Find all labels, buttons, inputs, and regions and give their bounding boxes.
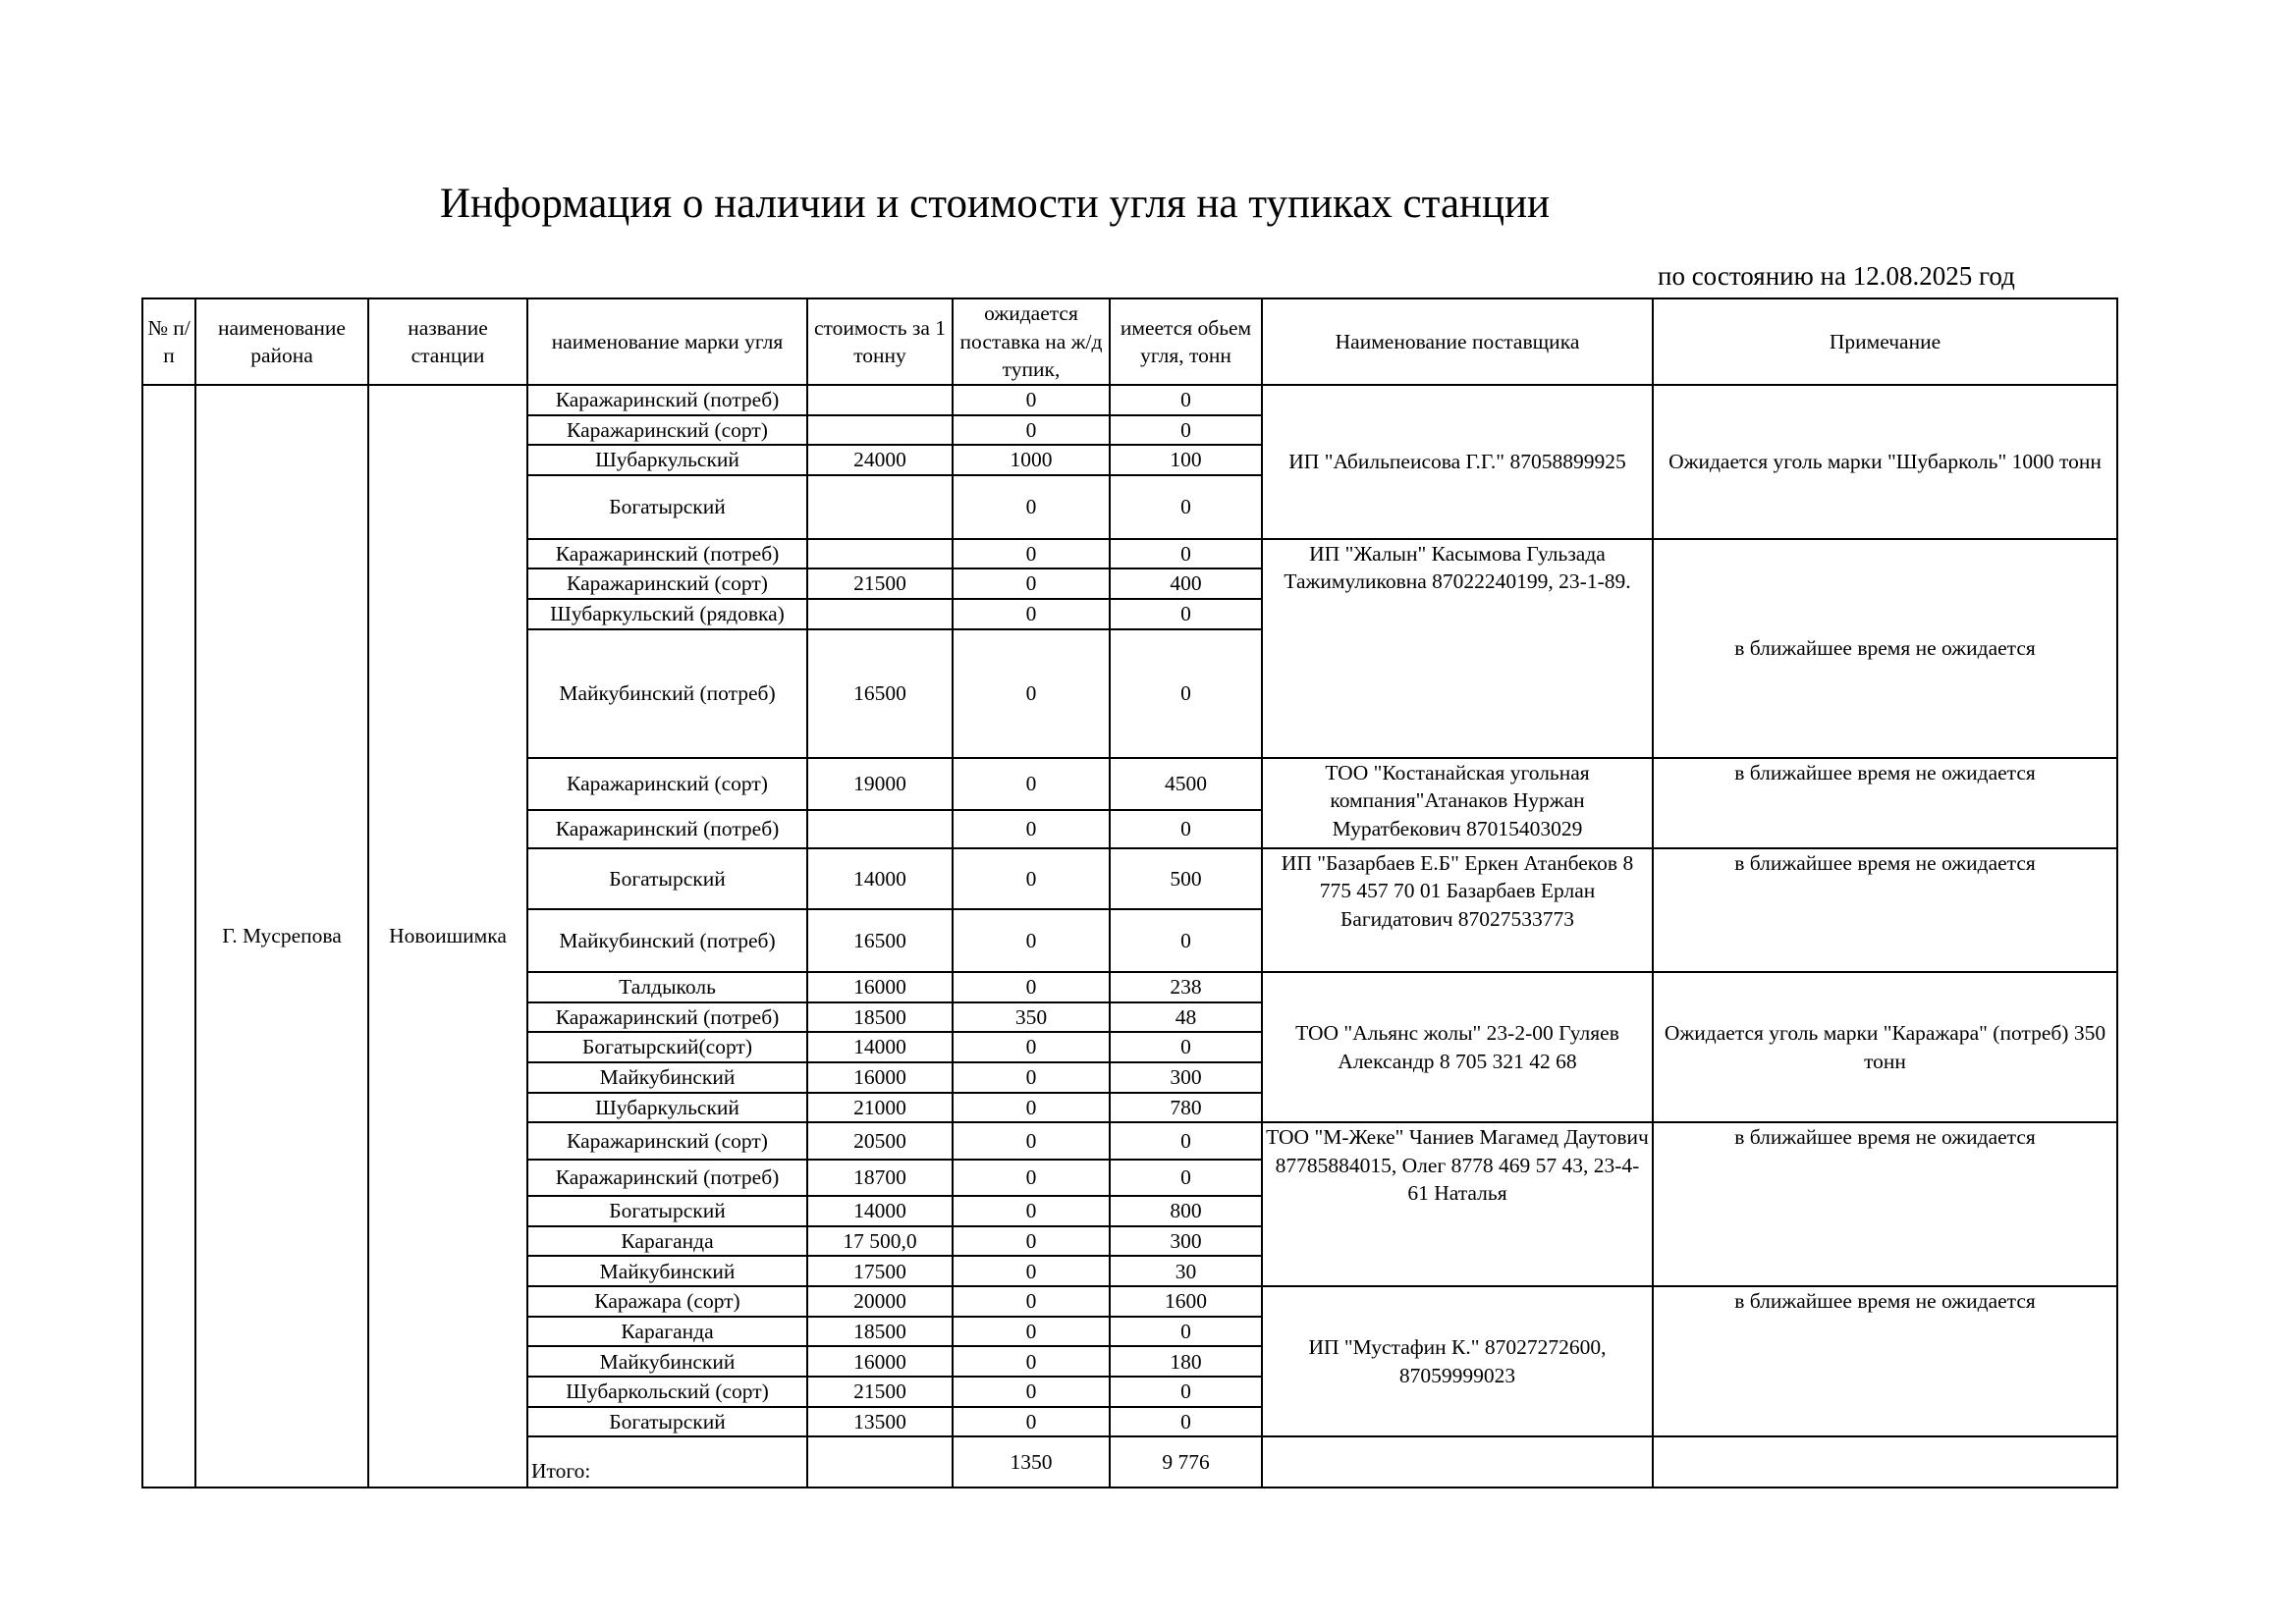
price-cell: [807, 415, 953, 446]
volume-cell: 300: [1110, 1226, 1262, 1257]
volume-cell: 0: [1110, 599, 1262, 629]
grade-cell: Шубаркольский (сорт): [527, 1377, 807, 1407]
grade-cell: Богатырский: [527, 475, 807, 539]
expected-cell: 0: [953, 629, 1110, 758]
header-row: [142, 298, 2117, 385]
document-title: Информация о наличии и стоимости угля на тупиках станции: [440, 181, 1551, 227]
header-district: наименование района: [195, 298, 368, 385]
expected-cell: 0: [953, 848, 1110, 910]
expected-cell: 0: [953, 810, 1110, 847]
price-cell: [807, 539, 953, 569]
supplier-cell: ТОО "Альянс жолы" 23-2-00 Гуляев Александр 8 705 321 42 68: [1262, 972, 1653, 1122]
total-price-cell: [807, 1436, 953, 1488]
total-supplier-cell: [1262, 1436, 1653, 1488]
grade-cell: Богатырский: [527, 1407, 807, 1437]
grade-cell: Каражаринский (сорт): [527, 758, 807, 811]
volume-cell: 0: [1110, 1377, 1262, 1407]
volume-cell: 0: [1110, 629, 1262, 758]
grade-cell: Майкубинский: [527, 1062, 807, 1093]
volume-cell: 0: [1110, 385, 1262, 415]
header-note: Примечание: [1653, 298, 2117, 385]
grade-cell: Шубаркульский: [527, 1093, 807, 1123]
grade-cell: Каражаринский (сорт): [527, 1122, 807, 1159]
volume-cell: 800: [1110, 1196, 1262, 1226]
expected-cell: 0: [953, 1286, 1110, 1317]
price-cell: 18700: [807, 1160, 953, 1196]
volume-cell: 0: [1110, 475, 1262, 539]
price-cell: 20500: [807, 1122, 953, 1159]
header-expected: ожидается поставка на ж/д тупик,: [953, 298, 1110, 385]
volume-cell: 500: [1110, 848, 1262, 910]
grade-cell: Майкубинский: [527, 1346, 807, 1377]
expected-cell: 0: [953, 758, 1110, 811]
expected-cell: 0: [953, 1196, 1110, 1226]
expected-cell: 0: [953, 1256, 1110, 1286]
supplier-cell: ИП "Базарбаев Е.Б" Еркен Атанбеков 8 775 457 70 01 Базарбаев Ерлан Багидатович 87027533773: [1262, 848, 1653, 972]
grade-cell: Богатырский(сорт): [527, 1032, 807, 1062]
volume-cell: 238: [1110, 972, 1262, 1002]
price-cell: 14000: [807, 1032, 953, 1062]
price-cell: 13500: [807, 1407, 953, 1437]
expected-cell: 1000: [953, 445, 1110, 475]
header-volume: имеется обьем угля, тонн: [1110, 298, 1262, 385]
expected-cell: 0: [953, 1377, 1110, 1407]
expected-cell: 0: [953, 568, 1110, 599]
supplier-cell: ТОО "М-Жеке" Чаниев Магамед Даутович 87785884015, Олег 8778 469 57 43, 23-4-61 Наталья: [1262, 1122, 1653, 1286]
volume-cell: 400: [1110, 568, 1262, 599]
expected-cell: 0: [953, 1346, 1110, 1377]
supplier-cell: ИП "Абильпеисова Г.Г." 87058899925: [1262, 385, 1653, 539]
volume-cell: 0: [1110, 1160, 1262, 1196]
volume-cell: 0: [1110, 1407, 1262, 1437]
note-cell: Ожидается уголь марки "Шубарколь" 1000 тонн: [1653, 385, 2117, 539]
expected-cell: 0: [953, 1226, 1110, 1257]
grade-cell: Шубаркульский: [527, 445, 807, 475]
grade-cell: Караганда: [527, 1226, 807, 1257]
grade-cell: Шубаркульский (рядовка): [527, 599, 807, 629]
grade-cell: Майкубинский (потреб): [527, 909, 807, 972]
volume-cell: 300: [1110, 1062, 1262, 1093]
expected-cell: 0: [953, 475, 1110, 539]
volume-cell: 780: [1110, 1093, 1262, 1123]
volume-cell: 0: [1110, 415, 1262, 446]
grade-cell: Каражаринский (сорт): [527, 415, 807, 446]
report-date: по состоянию на 12.08.2025 год: [1658, 261, 2015, 291]
volume-cell: 0: [1110, 1122, 1262, 1159]
price-cell: [807, 475, 953, 539]
expected-cell: 0: [953, 909, 1110, 972]
expected-cell: 0: [953, 415, 1110, 446]
price-cell: 21500: [807, 568, 953, 599]
volume-cell: 1600: [1110, 1286, 1262, 1317]
header-price: стоимость за 1 тонну: [807, 298, 953, 385]
expected-cell: 0: [953, 1093, 1110, 1123]
price-cell: 17500: [807, 1256, 953, 1286]
grade-cell: Богатырский: [527, 848, 807, 910]
grade-cell: Каражара (сорт): [527, 1286, 807, 1317]
total-label: Итого:: [527, 1436, 807, 1488]
volume-cell: 0: [1110, 909, 1262, 972]
price-cell: 14000: [807, 848, 953, 910]
total-expected: 1350: [953, 1436, 1110, 1488]
supplier-cell: ИП "Мустафин К." 87027272600, 87059999023: [1262, 1286, 1653, 1436]
price-cell: [807, 599, 953, 629]
expected-cell: 350: [953, 1002, 1110, 1033]
row-number-cell: [142, 385, 195, 1488]
expected-cell: 0: [953, 385, 1110, 415]
grade-cell: Майкубинский (потреб): [527, 629, 807, 758]
expected-cell: 0: [953, 1160, 1110, 1196]
expected-cell: 0: [953, 1062, 1110, 1093]
supplier-cell: ТОО "Костанайская угольная компания"Атанаков Нуржан Муратбекович 87015403029: [1262, 758, 1653, 848]
grade-cell: Каражаринский (потреб): [527, 539, 807, 569]
grade-cell: Каражаринский (потреб): [527, 1002, 807, 1033]
total-volume: 9 776: [1110, 1436, 1262, 1488]
supplier-cell: ИП "Жалын" Касымова Гульзада Тажимуликовна 87022240199, 23-1-89.: [1262, 539, 1653, 758]
grade-cell: Каражаринский (потреб): [527, 385, 807, 415]
grade-cell: Богатырский: [527, 1196, 807, 1226]
volume-cell: 30: [1110, 1256, 1262, 1286]
volume-cell: 0: [1110, 810, 1262, 847]
note-cell: в ближайшее время не ожидается: [1653, 1122, 2117, 1286]
table-body: [142, 385, 2117, 1488]
grade-cell: Караганда: [527, 1317, 807, 1347]
note-cell: в ближайшее время не ожидается: [1653, 1286, 2117, 1436]
volume-cell: 0: [1110, 1317, 1262, 1347]
grade-cell: Каражаринский (потреб): [527, 810, 807, 847]
price-cell: 17 500,0: [807, 1226, 953, 1257]
price-cell: 21000: [807, 1093, 953, 1123]
header-supplier: Наименование поставщика: [1262, 298, 1653, 385]
grade-cell: Талдыколь: [527, 972, 807, 1002]
coal-table: [141, 298, 2118, 1488]
expected-cell: 0: [953, 539, 1110, 569]
price-cell: 16000: [807, 1062, 953, 1093]
expected-cell: 0: [953, 1122, 1110, 1159]
station-cell: Новоишимка: [368, 385, 527, 1488]
price-cell: 18500: [807, 1317, 953, 1347]
price-cell: 16000: [807, 972, 953, 1002]
header-number: № п/п: [142, 298, 195, 385]
note-cell: в ближайшее время не ожидается: [1653, 758, 2117, 848]
volume-cell: 0: [1110, 539, 1262, 569]
price-cell: 16000: [807, 1346, 953, 1377]
note-cell: в ближайшее время не ожидается: [1653, 848, 2117, 972]
volume-cell: 100: [1110, 445, 1262, 475]
table-row: [142, 385, 2117, 415]
price-cell: 20000: [807, 1286, 953, 1317]
district-cell: Г. Мусрепова: [195, 385, 368, 1488]
header-grade: наименование марки угля: [527, 298, 807, 385]
note-cell: в ближайшее время не ожидается: [1653, 539, 2117, 758]
volume-cell: 180: [1110, 1346, 1262, 1377]
price-cell: 18500: [807, 1002, 953, 1033]
price-cell: 16500: [807, 909, 953, 972]
volume-cell: 48: [1110, 1002, 1262, 1033]
grade-cell: Каражаринский (сорт): [527, 568, 807, 599]
volume-cell: 0: [1110, 1032, 1262, 1062]
price-cell: 21500: [807, 1377, 953, 1407]
grade-cell: Каражаринский (потреб): [527, 1160, 807, 1196]
price-cell: 16500: [807, 629, 953, 758]
price-cell: [807, 385, 953, 415]
volume-cell: 4500: [1110, 758, 1262, 811]
expected-cell: 0: [953, 599, 1110, 629]
expected-cell: 0: [953, 1407, 1110, 1437]
expected-cell: 0: [953, 1317, 1110, 1347]
price-cell: 19000: [807, 758, 953, 811]
total-note-cell: [1653, 1436, 2117, 1488]
grade-cell: Майкубинский: [527, 1256, 807, 1286]
expected-cell: 0: [953, 1032, 1110, 1062]
note-cell: Ожидается уголь марки "Каражара" (потреб) 350 тонн: [1653, 972, 2117, 1122]
price-cell: 14000: [807, 1196, 953, 1226]
expected-cell: 0: [953, 972, 1110, 1002]
header-station: название станции: [368, 298, 527, 385]
price-cell: 24000: [807, 445, 953, 475]
price-cell: [807, 810, 953, 847]
